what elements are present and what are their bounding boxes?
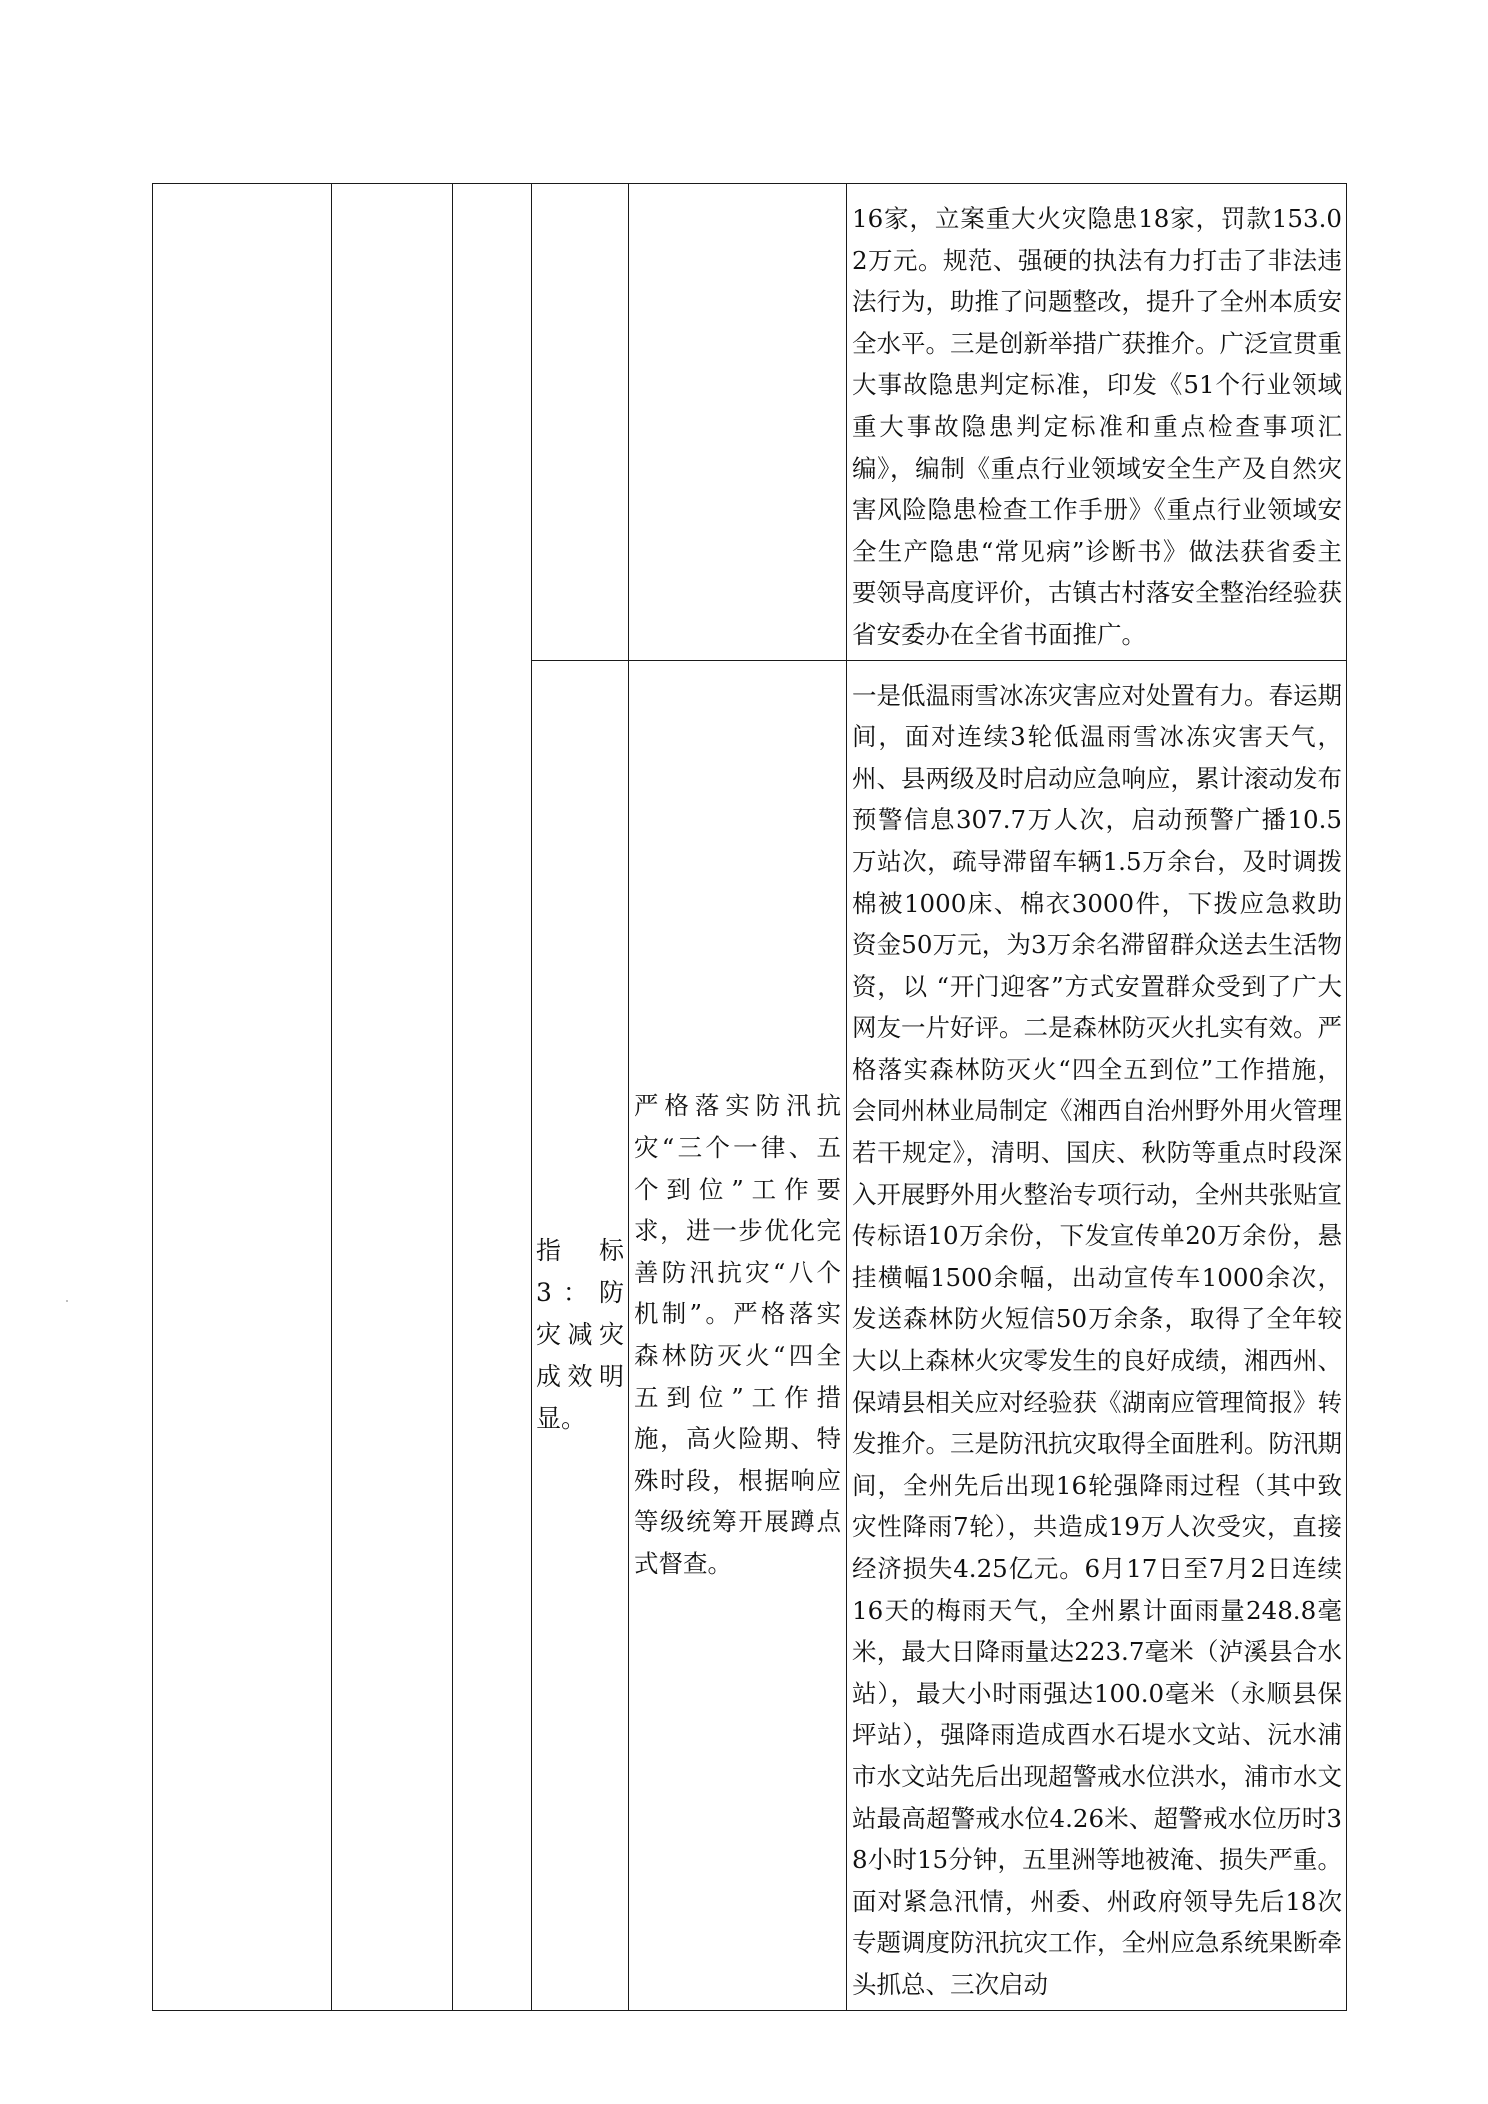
table-cell-indicator (532, 660, 629, 2010)
table-cell-col1 (153, 184, 332, 2011)
table-cell-col3 (453, 184, 532, 2011)
table-row (153, 184, 1347, 661)
progress-text: 16家，立案重大火灾隐患18家，罚款153.02万元。规范、强硬的执法有力打击了非法违法行为，助推了问题整改，提升了全州本质安全水平。三是创新举措广获推介。广泛宣贯重大事故隐患判定标准，印发《51个行业领域重大事故隐患判定标准和重点检查事项汇编》，编制《重点行业领域安全生产及自然灾害风险隐患检查工作手册》《重点行业领域安全生产隐患“常见病”诊断书》做法获省委主要领导高度评价，古镇古村落安全整治经验获省安委办在全省书面推广。 (852, 204, 1342, 649)
table-cell-progress (847, 660, 1347, 2010)
indicator-text: 指标3：防灾减灾成效明显。 (536, 1236, 624, 1434)
table-cell-col4 (532, 184, 629, 661)
scan-speck (66, 1300, 68, 1302)
table-cell-col5 (629, 184, 847, 661)
table-cell-col2 (332, 184, 453, 2011)
performance-table (152, 183, 1347, 2011)
progress-text: 一是低温雨雪冰冻灾害应对处置有力。春运期间，面对连续3轮低温雨雪冰冻灾害天气，州、县两级及时启动应急响应，累计滚动发布预警信息307.7万人次，启动预警广播10.5万站次，疏导滞留车辆1.5万余台，及时调拨棉被1000床、棉衣3000件，下拨应急救助资金50万元，为3万余名滞留群众送去生活物资，以 “开门迎客”方式安置群众受到了广大网友一片好评。二是森林防灭火扎实有效。严格落实森林防灭火“四全五到位”工作措施，会同州林业局制定《湘西自治州野外用火管理若干规定》，清明、国庆、秋防等重点时段深入开展野外用火整治专项行动，全州共张贴宣传标语10万余份，下发宣传单20万余份，悬挂横幅1500余幅，出动宣传车1000余次，发送森林防火短信50万余条，取得了全年较大以上森林火灾零发生的良好成绩，湘西州、保靖县相关应对经验获《湖南应管理简报》转发推介。三是防汛抗灾取得全面胜利。防汛期间，全州先后出现16轮强降雨过程（其中致灾性降雨7轮），共造成19万人次受灾，直接经济损失4.25亿元。6月17日至7月2日连续16天的梅雨天气，全州累计面雨量248.8毫米，最大日降雨量达223.7毫米（泸溪县合水站），最大小时雨强达100.0毫米（永顺县保坪站），强降雨造成酉水石堤水文站、沅水浦市水文站先后出现超警戒水位洪水，浦市水文站最高超警戒水位4.26米、超警戒水位历时38小时15分钟，五里洲等地被淹、损失严重。面对紧急汛情，州委、州政府领导先后18次专题调度防汛抗灾工作，全州应急系统果断牵头抓总、三次启动 (852, 680, 1342, 1999)
table-cell-progress (847, 184, 1347, 661)
measure-text: 严格落实防汛抗灾“三个一律、五个到位”工作要求，进一步优化完善防汛抗灾“八个机制”。严格落实森林防灭火“四全五到位”工作措施，高火险期、特殊时段，根据响应等级统筹开展蹲点式督查。 (634, 1091, 841, 1578)
table-cell-measure (629, 660, 847, 2010)
